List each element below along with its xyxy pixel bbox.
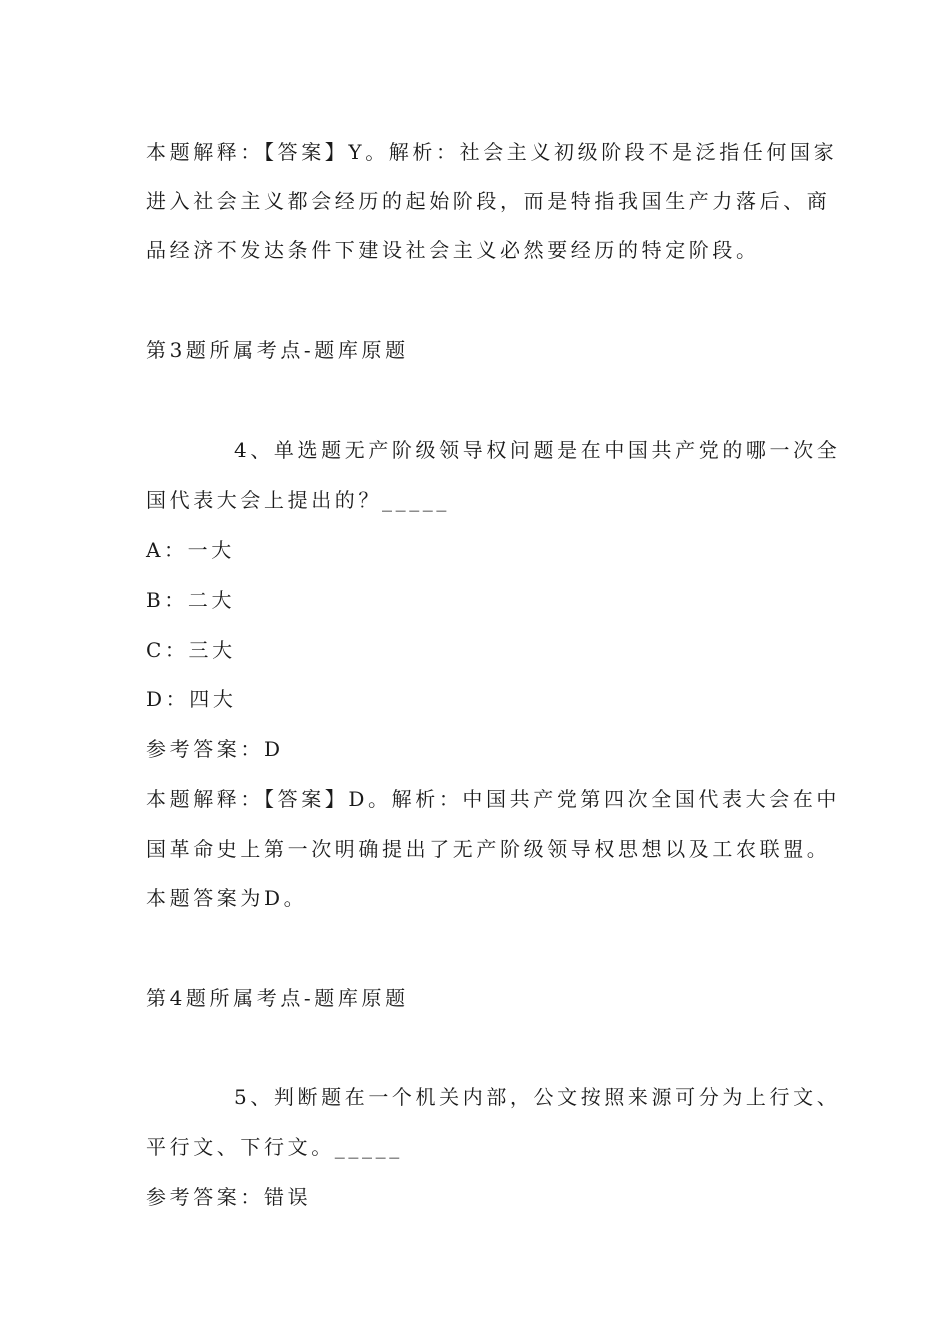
q4-option-d: D：四大 (146, 687, 237, 711)
q3-explanation-line-2: 进入社会主义都会经历的起始阶段，而是特指我国生产力落后、商 (146, 189, 831, 213)
q5-question-line-1: 5、判断题在一个机关内部，公文按照来源可分为上行文、 (234, 1085, 841, 1109)
q4-option-a: A：一大 (146, 538, 235, 562)
q4-option-b: B：二大 (146, 588, 236, 612)
q5-answer: 参考答案：错误 (146, 1185, 312, 1209)
q3-topic: 第3题所属考点-题库原题 (146, 338, 409, 362)
q4-explanation-line-3: 本题答案为D。 (146, 886, 308, 910)
q4-topic: 第4题所属考点-题库原题 (146, 986, 409, 1010)
document-page (146, 0, 841, 1344)
q4-question-line-1: 4、单选题无产阶级领导权问题是在中国共产党的哪一次全 (234, 438, 841, 462)
q5-question-line-2: 平行文、下行文。_____ (146, 1135, 403, 1159)
q4-answer: 参考答案：D (146, 737, 284, 761)
q4-question-line-2: 国代表大会上提出的？_____ (146, 488, 450, 512)
q4-explanation-line-2: 国革命史上第一次明确提出了无产阶级领导权思想以及工农联盟。 (146, 837, 831, 861)
q3-explanation-line-3: 品经济不发达条件下建设社会主义必然要经历的特定阶段。 (146, 238, 760, 262)
q3-explanation-line-1: 本题解释：【答案】Y。解析：社会主义初级阶段不是泛指任何国家 (146, 140, 838, 164)
q4-explanation-line-1: 本题解释：【答案】D。解析：中国共产党第四次全国代表大会在中 (146, 787, 841, 811)
q4-option-c: C：三大 (146, 638, 236, 662)
